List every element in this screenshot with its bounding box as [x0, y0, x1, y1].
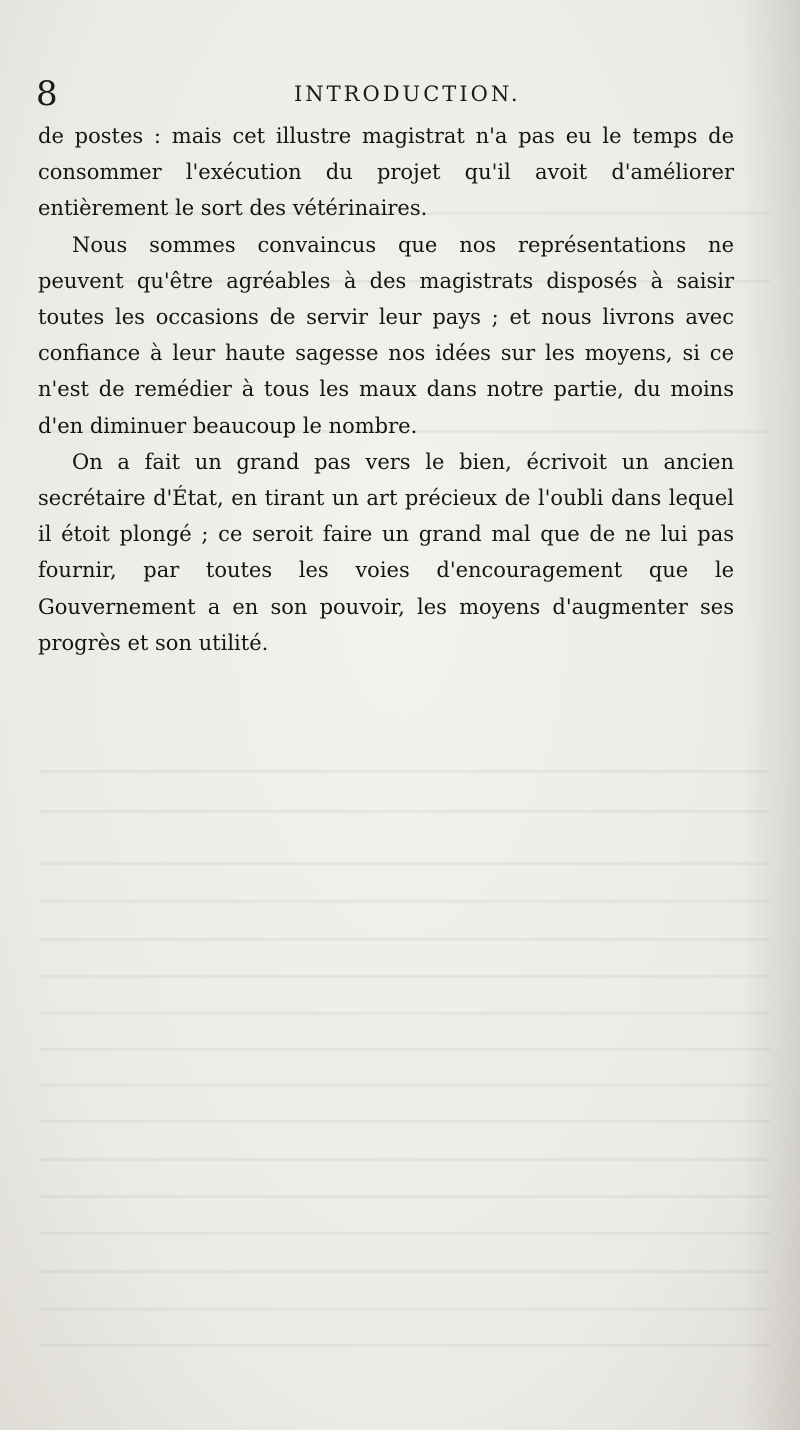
bleed-through-line	[40, 938, 770, 941]
body-text	[38, 118, 734, 661]
paragraph: de postes : mais cet illustre magistrat n'a pas eu le temps de consommer l'exécution du projet qu'il avoit d'améliorer entièrement le sort des vétérinaires.	[38, 124, 734, 221]
bleed-through-line	[40, 862, 770, 865]
bleed-through-line	[40, 900, 770, 903]
page-number: 8	[36, 74, 58, 114]
paragraph: On a fait un grand pas vers le bien, écrivoit un ancien secrétaire d'État, en tirant un art précieux de l'oubli dans lequel il étoit plongé ; ce seroit faire un grand mal que de ne lui pas fournir, par toutes les voies d'encouragement que le Gouvernement a en son pouvoir, les moyens d'augmenter ses progrès et son utilité.	[38, 449, 734, 655]
bleed-through-line	[40, 1344, 770, 1347]
page-edge-shadow	[740, 0, 800, 1430]
bleed-through-line	[40, 975, 770, 978]
bleed-through-line	[40, 1120, 770, 1123]
bleed-through-line	[40, 1308, 770, 1311]
running-head: INTRODUCTION.	[294, 82, 521, 106]
page-header	[36, 74, 764, 114]
bleed-through-line	[40, 1232, 770, 1235]
bleed-through-line	[40, 1012, 770, 1015]
bleed-through-line	[40, 1270, 770, 1273]
bleed-through-line	[40, 810, 770, 813]
bleed-through-line	[40, 1195, 770, 1198]
bleed-through-line	[40, 1158, 770, 1161]
paragraph: Nous sommes convaincus que nos représentations ne peuvent qu'être agréables à des magistrats disposés à saisir toutes les occasions de servir leur pays ; et nous livrons avec confiance à leur haute sagesse nos idées sur les moyens, si ce n'est de remédier à tous les maux dans notre partie, du moins d'en diminuer beaucoup le nombre.	[38, 232, 734, 438]
bleed-through-line	[40, 770, 770, 773]
bleed-through-line	[40, 1084, 770, 1087]
bleed-through-line	[40, 1048, 770, 1051]
